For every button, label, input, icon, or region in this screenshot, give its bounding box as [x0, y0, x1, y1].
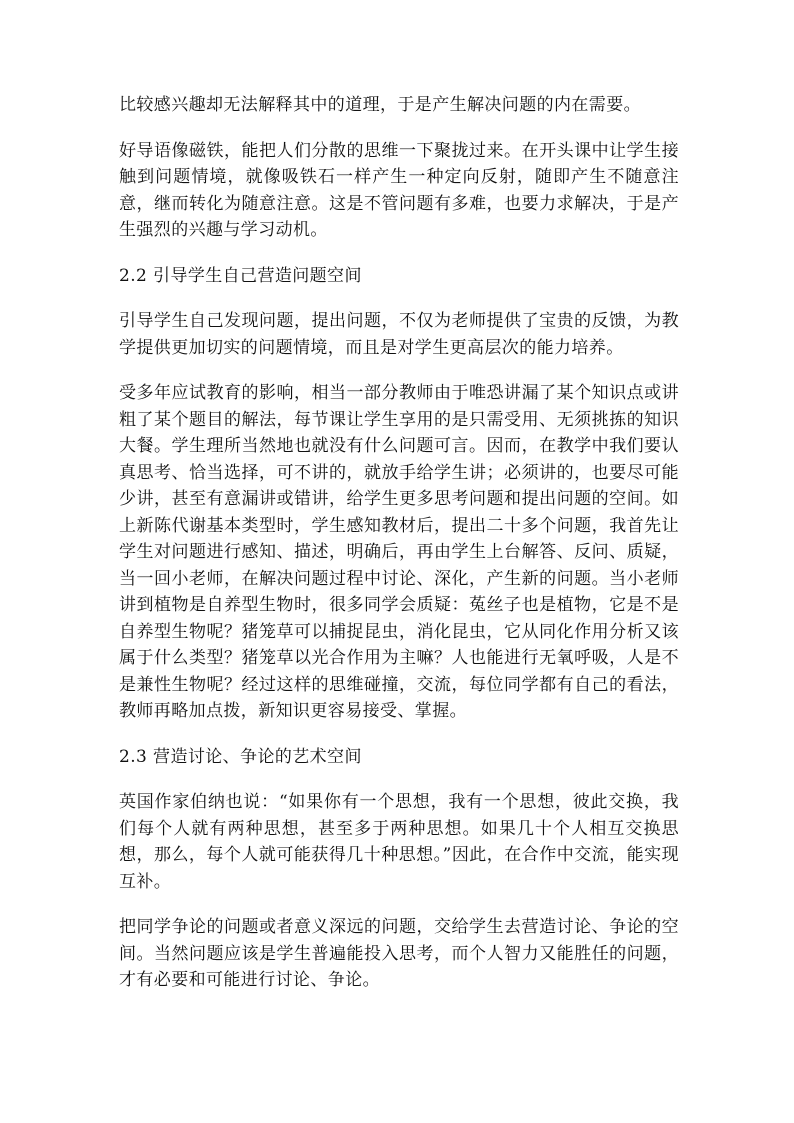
section-heading-2-3: 2.3 营造讨论、争论的艺术空间 — [119, 746, 362, 767]
document-body — [119, 92, 679, 1013]
paragraph-intro-continuation: 比较感兴趣却无法解释其中的道理，于是产生解决问题的内在需要。 — [119, 95, 641, 115]
paragraph-good-lead-in: 好导语像磁铁，能把人们分散的思维一下聚拢过来。在开头课中让学生接触到问题情境，就像吸铁石一样产生一种定向反射，随即产生不随意注意，继而转化为随意注意。这是不管问题有多难，也要力求解决，于是产生强烈的兴趣与学习动机。 — [119, 140, 679, 240]
paragraph-guide-students: 引导学生自己发现问题，提出问题，不仅为老师提供了宝贵的反馈，为教学提供更加切实的问题情境，而且是对学生更高层次的能力培养。 — [119, 311, 679, 358]
paragraph-bernard-quote: 英国作家伯纳也说：“如果你有一个思想，我有一个思想，彼此交换，我们每个人就有两种思想，甚至多于两种思想。如果几十个人相互交换思想，那么，每个人就可能获得几十种思想。”因此，在合作中交流，能实现互补。 — [119, 792, 679, 892]
paragraph-exam-education: 受多年应试教育的影响，相当一部分教师由于唯恐讲漏了某个知识点或讲粗了某个题目的解法，每节课让学生享用的是只需受用、无须挑拣的知识大餐。学生理所当然地也就没有什么问题可言。因而，在教学中我们要认真思考、恰当选择，可不讲的，就放手给学生讲；必须讲的，也要尽可能少讲，甚至有意漏讲或错讲，给学生更多思考问题和提出问题的空间。如上新陈代谢基本类型时，学生感知教材后，提出二十多个问题，我首先让学生对问题进行感知、描述，明确后，再由学生上台解答、反问、质疑，当一回小老师，在解决问题过程中讨论、深化，产生新的问题。当小老师讲到植物是自养型生物时，很多同学会质疑：菟丝子也是植物，它是不是自养型生物呢？猪笼草可以捕捉昆虫，消化昆虫，它从同化作用分析又该属于什么类型？猪笼草以光合作用为主嘛？人也能进行无氧呼吸，人是不是兼性生物呢？经过这样的思维碰撞，交流，每位同学都有自己的看法，教师再略加点拨，新知识更容易接受、掌握。 — [119, 383, 679, 721]
paragraph-debate-space: 把同学争论的问题或者意义深远的问题，交给学生去营造讨论、争论的空间。当然问题应该是学生普遍能投入思考，而个人智力又能胜任的问题，才有必要和可能进行讨论、争论。 — [119, 917, 679, 990]
section-heading-2-2: 2.2 引导学生自己营造问题空间 — [119, 265, 362, 286]
